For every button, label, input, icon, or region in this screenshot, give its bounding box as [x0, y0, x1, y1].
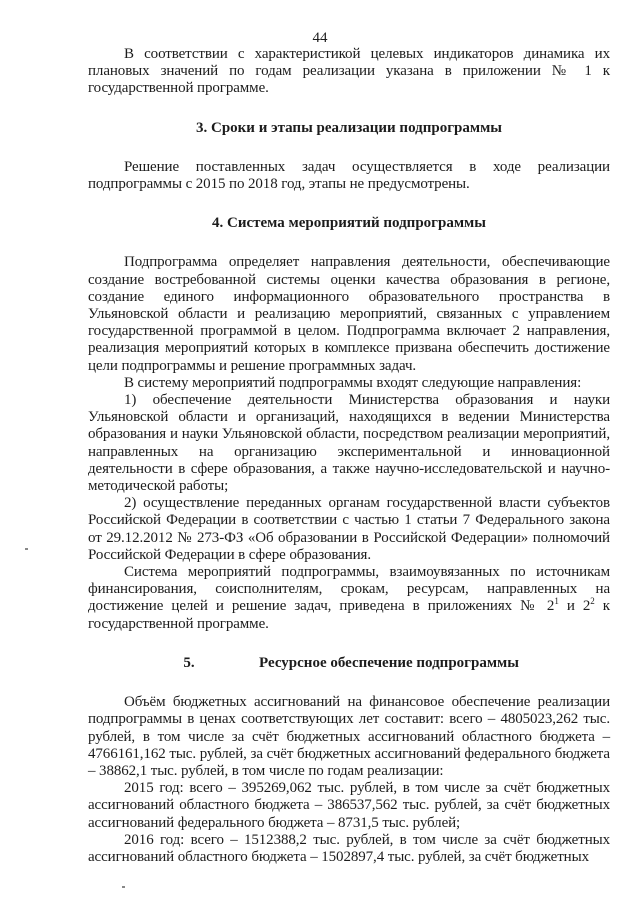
section-4-paragraph-appendix [88, 564, 610, 633]
section-5-heading [88, 655, 610, 672]
appendix-text-middle: и 2 [558, 598, 591, 615]
page-number: 44 [312, 30, 328, 46]
section-3-paragraph: Решение поставленных задач осуществляется в ходе реализации подпрограммы с 2015 по 2018 год, этапы не предусмотрены. [88, 158, 610, 193]
scan-speck [122, 886, 125, 888]
intro-paragraph: В соответствии с характеристикой целевых индикаторов динамика их плановых значений по годам реализации указана в приложении № 1 к государственной программе. [88, 46, 610, 97]
appendix-sup-1: 1 [554, 596, 559, 607]
section-4-paragraph-2: В систему мероприятий подпрограммы входят следующие направления: [124, 374, 582, 391]
section-4-heading: 4. Система мероприятий подпрограммы [212, 215, 486, 232]
section-4-item-2: 2) осуществление переданных органам государственной власти субъектов Российской Федерации в соответствии с частью 1 статьи 7 Федерального закона от 29.12.2012 № 273-ФЗ «Об образовании в Российской Федерации» полномочий Российской Федерации в сфере образования. [88, 495, 610, 563]
document-body [88, 46, 610, 866]
appendix-text-end: к государственной программе. [88, 598, 610, 632]
appendix-sup-2: 2 [590, 596, 595, 607]
section-5-number: 5. [183, 654, 195, 671]
section-5-paragraph-2016: 2016 год: всего – 1512388,2 тыс. рублей, в том числе за счёт бюджетных ассигнований областного бюджета – 1502897,4 тыс. рублей, за счёт бюджетных [88, 831, 610, 865]
section-5-paragraph-1: Объём бюджетных ассигнований на финансовое обеспечение реализации подпрограммы в ценах соответствующих лет составит: всего – 4805023,262 тыс. рублей, в том числе за счёт бюджетных ассигнований областного бюджета – 4766161,162 тыс. рублей, за счёт бюджетных ассигнований федерального бюджета – 38862,1 тыс. рублей, в том числе по годам реализации: [88, 694, 610, 779]
section-5-paragraph-2015: 2015 год: всего – 395269,062 тыс. рублей, в том числе за счёт бюджетных ассигнований областного бюджета – 386537,562 тыс. рублей, за счёт бюджетных ассигнований федерального бюджета – 8731,5 тыс. рублей; [88, 780, 610, 831]
section-3-heading: 3. Сроки и этапы реализации подпрограммы [195, 119, 503, 136]
section-4-item-1: 1) обеспечение деятельности Министерства образования и науки Ульяновской области и организаций, находящихся в ведении Министерства образования и науки Ульяновской области, посредством реализации мероприятий, направленных на организацию экспериментальной и инновационной деятельности в сфере образования, а также научно-исследовательской и научно-методической работы; [88, 392, 610, 495]
appendix-text-start: Система мероприятий подпрограммы, взаимоувязанных по источникам финансирования, соисполнителям, срокам, ресурсам, направленных на достижение целей и решение задач, приведена в приложениях № 2 [88, 564, 610, 615]
section-5-title: Ресурсное обеспечение подпрограммы [259, 654, 519, 671]
scan-speck [25, 548, 28, 550]
section-4-paragraph-1: Подпрограмма определяет направления деятельности, обеспечивающие создание востребованной системы оценки качества образования в регионе, создание единого информационного образовательного пространства в Ульяновской области и реализацию мероприятий, связанных с управлением государственной программой в целом. Подпрограмма включает 2 направления, реализация мероприятий которых в комплексе призвана обеспечить достижение цели подпрограммы и решение программных задач. [88, 254, 610, 374]
